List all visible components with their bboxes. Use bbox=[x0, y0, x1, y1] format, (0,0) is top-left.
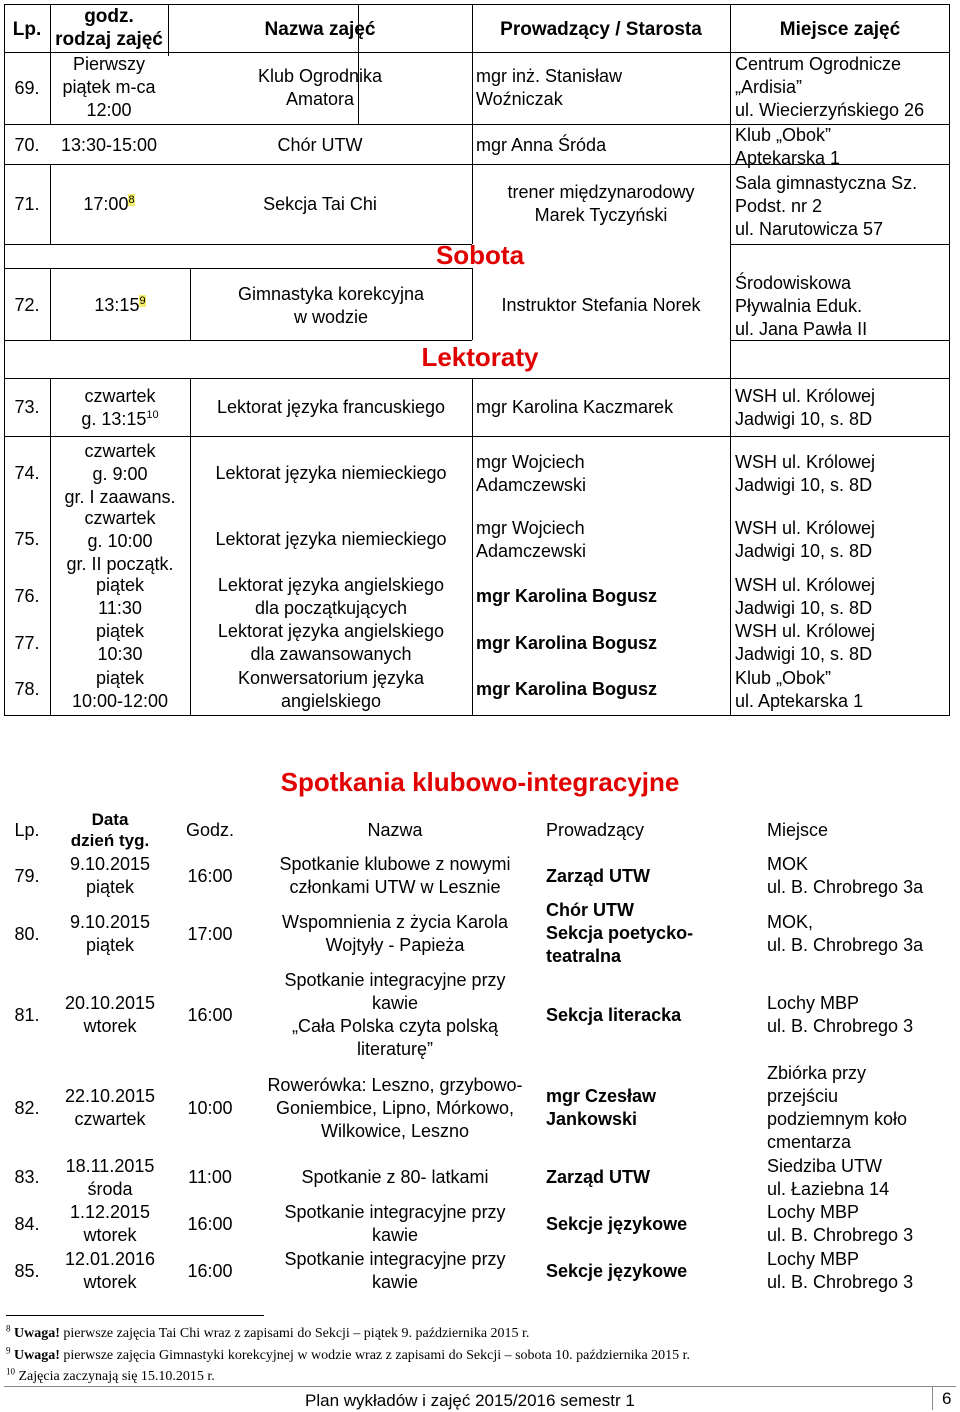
row78-teacher: mgr Karolina Bogusz bbox=[476, 679, 658, 699]
row75-place: WSH ul. Królowej Jadwigi 10, s. 8D bbox=[735, 518, 876, 561]
s2-row79-date: 9.10.2015 piątek bbox=[69, 854, 151, 897]
row78-place: Klub „Obok” ul. Aptekarska 1 bbox=[735, 668, 864, 711]
row72-name: Gimnastyka korekcyjna w wodzie bbox=[237, 284, 425, 327]
row77-name: Lektorat języka angielskiego dla zawansowanych bbox=[217, 621, 445, 664]
s2-row81-name: Spotkanie integracyjne przy kawie „Cała Polska czyta polską literaturę” bbox=[284, 970, 506, 1059]
row78-lp: 78. bbox=[14, 679, 40, 699]
footnote-10: $^{10}$ Zajęcia zaczynają się 15.10.2015 r. bbox=[6, 1366, 215, 1384]
header-time: godz. rodzaj zajęć bbox=[55, 6, 163, 50]
row70-name: Chór UTW bbox=[277, 135, 363, 155]
s2-row82-lead: mgr Czesław Jankowski bbox=[546, 1086, 657, 1129]
row75-lp: 75. bbox=[14, 529, 40, 549]
row74-time: czwartek g. 9:00 gr. I zaawans. bbox=[64, 441, 176, 507]
row77-place: WSH ul. Królowej Jadwigi 10, s. 8D bbox=[735, 621, 876, 664]
row69-lp: 69. bbox=[14, 78, 40, 98]
s2-row81-place: Lochy MBP ul. B. Chrobrego 3 bbox=[767, 993, 914, 1036]
section2-title: Spotkania klubowo-integracyjne bbox=[280, 767, 680, 797]
s2-row84-date: 1.12.2015 wtorek bbox=[69, 1202, 151, 1245]
row73-name: Lektorat języka francuskiego bbox=[216, 397, 446, 417]
s2-row84-lead: Sekcje językowe bbox=[546, 1214, 688, 1234]
row71-name: Sekcja Tai Chi bbox=[263, 194, 377, 214]
s2-row82-time: 10:00 bbox=[187, 1098, 233, 1118]
s2-row85-lp: 85. bbox=[14, 1261, 40, 1281]
row76-time: piątek 11:30 bbox=[95, 575, 145, 618]
s2-row83-name: Spotkanie z 80- latkami bbox=[301, 1167, 489, 1187]
header-place: Miejsce zajęć bbox=[779, 19, 901, 40]
s2-row81-time: 16:00 bbox=[187, 1005, 233, 1025]
s2-row82-lp: 82. bbox=[14, 1098, 40, 1118]
row70-time: 13:30-15:00 bbox=[60, 135, 158, 155]
header-lp: Lp. bbox=[12, 19, 42, 40]
s2-row80-name: Wspomnienia z życia Karola Wojtyły - Papieża bbox=[281, 912, 509, 955]
s2-row85-lead: Sekcje językowe bbox=[546, 1261, 688, 1281]
s2-row84-time: 16:00 bbox=[187, 1214, 233, 1234]
s2-row82-name: Rowerówka: Leszno, grzybowo- Goniembice, Lipno, Mórkowo, Wilkowice, Leszno bbox=[267, 1075, 523, 1141]
footnote-separator bbox=[6, 1315, 264, 1316]
s2-header-name: Nazwa bbox=[367, 820, 423, 840]
s2-row79-name: Spotkanie klubowe z nowymi członkami UTW w Lesznie bbox=[279, 854, 511, 897]
row73-teacher: mgr Karolina Kaczmarek bbox=[476, 397, 674, 417]
s2-header-place: Miejsce bbox=[767, 820, 829, 840]
row74-place: WSH ul. Królowej Jadwigi 10, s. 8D bbox=[735, 452, 876, 495]
row77-teacher: mgr Karolina Bogusz bbox=[476, 633, 658, 653]
row76-place: WSH ul. Królowej Jadwigi 10, s. 8D bbox=[735, 575, 876, 618]
s2-row83-lead: Zarząd UTW bbox=[546, 1167, 651, 1187]
footer-rule bbox=[4, 1386, 956, 1387]
s2-row79-lp: 79. bbox=[14, 866, 40, 886]
s2-row81-lp: 81. bbox=[14, 1005, 40, 1025]
footnote-9: $^9$ Uwaga! pierwsze zajęcia Gimnastyki korekcyjnej w wodzie wraz z zapisami do Sekcji – sobota 10. października 2015 r. bbox=[6, 1345, 691, 1363]
s2-row83-date: 18.11.2015 środa bbox=[65, 1156, 155, 1199]
row73-time: czwartek g. $13:15^{10}$ bbox=[81, 386, 159, 429]
row69-name: Klub Ogrodnika Amatora bbox=[257, 66, 383, 109]
section-sobota: Sobota bbox=[435, 240, 525, 270]
s2-row84-name: Spotkanie integracyjne przy kawie bbox=[284, 1202, 506, 1245]
s2-row80-time: 17:00 bbox=[187, 924, 233, 944]
row71-teacher: trener międzynarodowy Marek Tyczyński bbox=[507, 182, 695, 225]
s2-row84-place: Lochy MBP ul. B. Chrobrego 3 bbox=[767, 1202, 914, 1245]
row69-place: Centrum Ogrodnicze „Ardisia” ul. Wiecierzyńskiego 26 bbox=[735, 54, 925, 120]
s2-row80-lead: Chór UTW Sekcja poetycko- teatralna bbox=[546, 900, 694, 966]
s2-row84-lp: 84. bbox=[14, 1214, 40, 1234]
row74-teacher: mgr Wojciech Adamczewski bbox=[476, 452, 587, 495]
row74-name: Lektorat języka niemieckiego bbox=[215, 463, 447, 483]
header-name: Nazwa zajęć bbox=[264, 19, 376, 40]
section-lektoraty: Lektoraty bbox=[421, 342, 539, 372]
row72-teacher: Instruktor Stefania Norek bbox=[501, 295, 701, 315]
s2-row80-place: MOK, ul. B. Chrobrego 3a bbox=[767, 912, 924, 955]
row75-teacher: mgr Wojciech Adamczewski bbox=[476, 518, 587, 561]
row73-place: WSH ul. Królowej Jadwigi 10, s. 8D bbox=[735, 386, 876, 429]
s2-row85-name: Spotkanie integracyjne przy kawie bbox=[284, 1249, 506, 1292]
s2-row82-date: 22.10.2015 czwartek bbox=[64, 1086, 156, 1129]
row69-teacher: mgr inż. Stanisław Woźniczak bbox=[476, 66, 623, 109]
row78-name: Konwersatorium języka angielskiego bbox=[237, 668, 425, 711]
footnote-8: $^8$ Uwaga! pierwsze zajęcia Tai Chi wraz z zapisami do Sekcji – piątek 9. października 2015 r. bbox=[6, 1323, 530, 1341]
page-number: 6 bbox=[942, 1389, 952, 1408]
row75-time: czwartek g. 10:00 gr. II początk. bbox=[66, 508, 174, 574]
footer-page-divider bbox=[932, 1386, 933, 1410]
row76-lp: 76. bbox=[14, 586, 40, 606]
s2-row83-lp: 83. bbox=[14, 1167, 40, 1187]
row70-teacher: mgr Anna Śróda bbox=[476, 135, 607, 155]
row70-lp: 70. bbox=[14, 135, 40, 155]
row71-place: Sala gimnastyczna Sz. Podst. nr 2 ul. Narutowicza 57 bbox=[735, 173, 918, 239]
row77-lp: 77. bbox=[14, 633, 40, 653]
footer-title: Plan wykładów i zajęć 2015/2016 semestr 1 bbox=[305, 1391, 635, 1410]
s2-header-lp: Lp. bbox=[14, 820, 40, 840]
s2-row81-date: 20.10.2015 wtorek bbox=[64, 993, 156, 1036]
s2-row83-place: Siedziba UTW ul. Łaziebna 14 bbox=[767, 1156, 890, 1199]
row77-time: piątek 10:30 bbox=[95, 621, 145, 664]
row72-lp: 72. bbox=[14, 295, 40, 315]
s2-header-lead: Prowadzący bbox=[546, 820, 645, 840]
s2-row79-time: 16:00 bbox=[187, 866, 233, 886]
s2-row82-place: Zbiórka przy przejściu podziemnym koło cmentarza bbox=[767, 1063, 908, 1152]
s2-row79-lead: Zarząd UTW bbox=[546, 866, 651, 886]
row76-name: Lektorat języka angielskiego dla początkujących bbox=[217, 575, 445, 618]
row76-teacher: mgr Karolina Bogusz bbox=[476, 586, 658, 606]
row72-time: $13:15^9$ bbox=[94, 295, 146, 315]
row73-lp: 73. bbox=[14, 397, 40, 417]
s2-row79-place: MOK ul. B. Chrobrego 3a bbox=[767, 854, 924, 897]
row69-time: Pierwszy piątek m-ca 12:00 bbox=[62, 54, 156, 120]
row78-time: piątek 10:00-12:00 bbox=[71, 668, 169, 711]
s2-header-date: Data dzień tyg. bbox=[70, 810, 150, 850]
s2-row85-time: 16:00 bbox=[187, 1261, 233, 1281]
header-teacher: Prowadzący / Starosta bbox=[500, 19, 702, 40]
row71-lp: 71. bbox=[14, 194, 40, 214]
row74-lp: 74. bbox=[14, 463, 40, 483]
s2-row83-time: 11:00 bbox=[188, 1167, 232, 1187]
s2-row80-lp: 80. bbox=[14, 924, 40, 944]
s2-row80-date: 9.10.2015 piątek bbox=[69, 912, 151, 955]
row75-name: Lektorat języka niemieckiego bbox=[215, 529, 447, 549]
s2-row85-date: 12.01.2016 wtorek bbox=[64, 1249, 156, 1292]
row71-time: $17:00^8$ bbox=[83, 194, 135, 214]
row72-place: Środowiskowa Pływalnia Eduk. ul. Jana Pawła II bbox=[735, 273, 868, 339]
s2-row85-place: Lochy MBP ul. B. Chrobrego 3 bbox=[767, 1249, 914, 1292]
s2-row81-lead: Sekcja literacka bbox=[546, 1005, 682, 1025]
s2-header-time: Godz. bbox=[185, 820, 235, 840]
row70-place: Klub „Obok” Aptekarska 1 bbox=[735, 125, 841, 168]
